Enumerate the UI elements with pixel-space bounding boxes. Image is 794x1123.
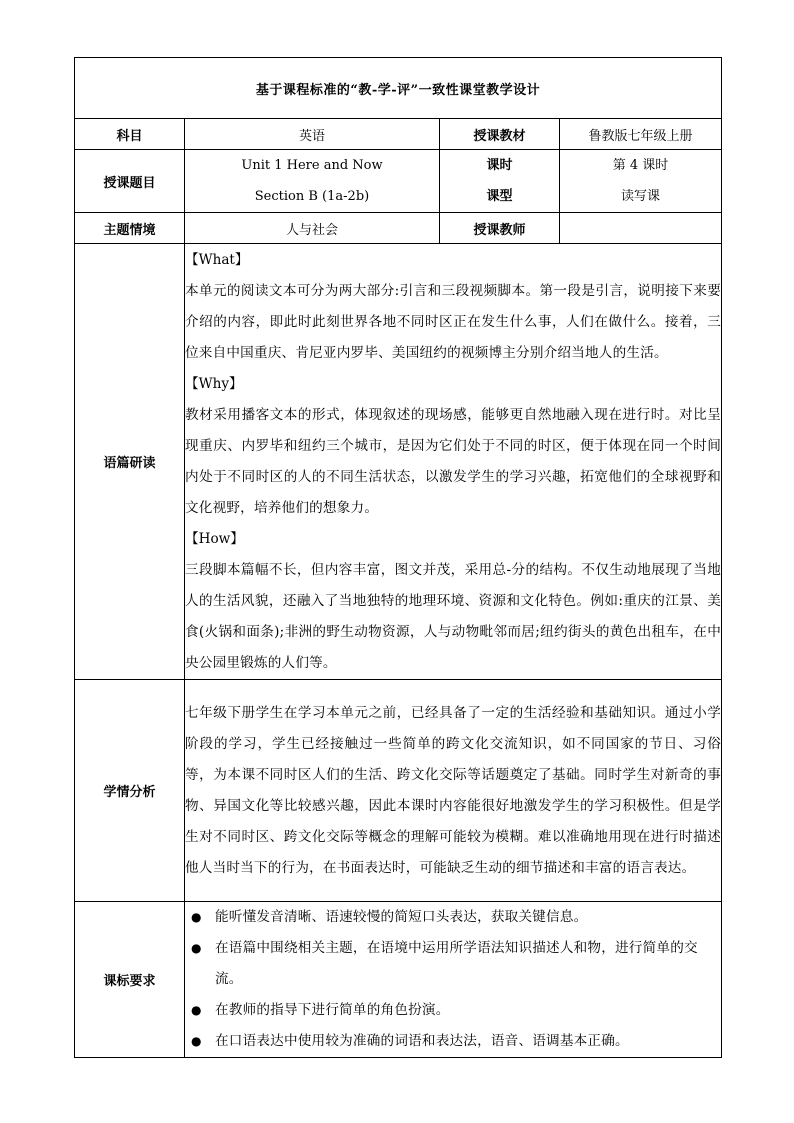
why-paragraph: 教材采用播客文本的形式，体现叙述的现场感，能够更自然地融入现在进行时。对比呈现重庆、内罗毕和纽约三个城市，是因为它们处于不同的时区，便于体现在同一个时间内处于不同时区的人的不同生活状态，以激发学生的学习兴趣，拓宽他们的全球视野和文化视野，培养他们的想象力。 [185, 406, 721, 516]
text-study-content [185, 244, 722, 680]
curriculum-req-content [185, 902, 722, 1058]
curriculum-req-label: 课标要求 [75, 902, 185, 1058]
list-item [185, 902, 721, 933]
requirement-text: 在口语表达中使用较为准确的词语和表达法，语音、语调基本正确。 [215, 1033, 629, 1049]
requirement-text: 在教师的指导下进行简单的角色扮演。 [215, 1002, 450, 1018]
requirement-text: 能听懂发音清晰、语速较慢的简短口头表达，获取关键信息。 [215, 909, 588, 925]
what-heading: 【What】 [185, 251, 249, 268]
topic-line-2: Section B (1a-2b) [254, 189, 370, 204]
period-type-values [560, 150, 722, 213]
textbook-value: 鲁教版七年级上册 [560, 119, 722, 150]
list-item [185, 995, 721, 1026]
how-paragraph: 三段脚本篇幅不长，但内容丰富，图文并茂，采用总-分的结构。不仅生动地展现了当地人的生活风貌，还融入了当地独特的地理环境、资源和文化特色。例如:重庆的江景、美食(火锅和面条);非洲的野生动物资源，人与动物毗邻而居;纽约街头的黄色出租车，在中央公园里锻炼的人们等。 [185, 561, 721, 671]
theme-value: 人与社会 [185, 213, 440, 244]
period-label: 课时 [486, 158, 513, 173]
teacher-label: 授课教师 [440, 213, 560, 244]
topic-value [185, 150, 440, 213]
subject-value: 英语 [185, 119, 440, 150]
topic-label: 授课题目 [75, 150, 185, 213]
topic-line-1: Unit 1 Here and Now [241, 158, 383, 173]
student-analysis-label: 学情分析 [75, 680, 185, 902]
requirement-text: 在语篇中围绕相关主题，在语境中运用所学语法知识描述人和物，进行简单的交流。 [215, 940, 698, 987]
page-title: 基于课程标准的“教-学-评”一致性课堂教学设计 [75, 58, 722, 119]
what-paragraph: 本单元的阅读文本可分为两大部分:引言和三段视频脚本。第一段是引言，说明接下来要介绍的内容，即此时此刻世界各地不同时区正在发生什么事，人们在做什么。接着，三位来自中国重庆、肯尼亚内罗毕、美国纽约的视频博主分别介绍当地人的生活。 [185, 282, 721, 361]
student-analysis-content [185, 680, 722, 902]
requirement-list [185, 902, 721, 1057]
type-label: 课型 [486, 189, 513, 204]
list-item [185, 1026, 721, 1057]
period-value: 第 4 课时 [612, 158, 669, 173]
why-heading: 【Why】 [185, 375, 243, 392]
period-type-labels [440, 150, 560, 213]
bullet-icon: ● [191, 910, 202, 924]
subject-label: 科目 [75, 119, 185, 150]
bullet-icon: ● [191, 941, 202, 955]
text-study-label: 语篇研读 [75, 244, 185, 680]
bullet-icon: ● [191, 1003, 202, 1017]
list-item [185, 933, 721, 995]
theme-label: 主题情境 [75, 213, 185, 244]
teacher-value [560, 213, 722, 244]
type-value: 读写课 [620, 189, 660, 204]
textbook-label: 授课教材 [440, 119, 560, 150]
bullet-icon: ● [191, 1034, 202, 1048]
lesson-plan-table [74, 57, 722, 1058]
student-analysis-paragraph: 七年级下册学生在学习本单元之前，已经具备了一定的生活经验和基础知识。通过小学阶段的学习，学生已经接触过一些简单的跨文化交流知识，如不同国家的节日、习俗等，为本课不同时区人们的生活、跨文化交际等话题奠定了基础。同时学生对新奇的事物、异国文化等比较感兴趣，因此本课时内容能很好地激发学生的学习积极性。但是学生对不同时区、跨文化交际等概念的理解可能较为模糊。难以准确地用现在进行时描述他人当时当下的行为，在书面表达时，可能缺乏生动的细节描述和丰富的语言表达。 [185, 704, 721, 876]
how-heading: 【How】 [185, 530, 244, 547]
